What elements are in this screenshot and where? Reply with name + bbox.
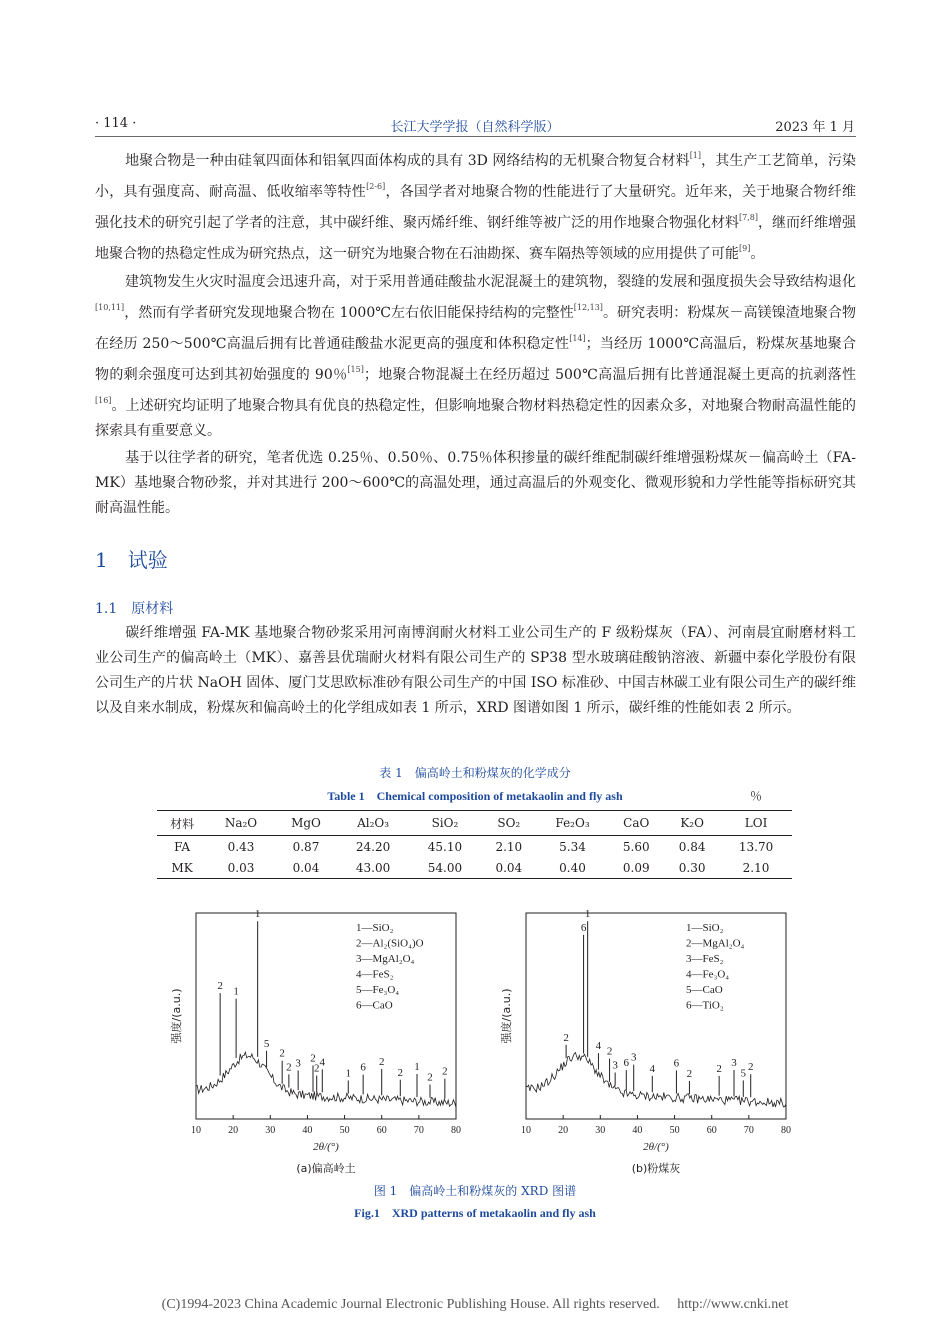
- table-cell: 24.20: [355, 839, 391, 854]
- table-cell: 0.43: [227, 839, 255, 854]
- x-tick-label: 10: [191, 1125, 201, 1136]
- table-header-cell: SiO₂: [431, 816, 459, 830]
- table-header-cell: MgO: [291, 816, 321, 830]
- peak-label: 6: [623, 1057, 630, 1070]
- xrd-chart-metakaolin: [160, 905, 470, 1175]
- x-tick-label: 70: [743, 1125, 754, 1136]
- plot-frame: [526, 913, 786, 1119]
- peak-label: 4: [595, 1040, 602, 1053]
- peak-label: 3: [612, 1059, 618, 1072]
- table-cell: FA: [174, 839, 191, 854]
- table-cell: 0.87: [292, 839, 320, 854]
- table-cell: 43.00: [355, 860, 391, 875]
- peak-label: 3: [731, 1057, 737, 1070]
- peak-label: 2: [313, 1062, 320, 1075]
- page-number: · 114 ·: [95, 116, 137, 131]
- peak-label: 2: [686, 1068, 693, 1081]
- paragraph-1: 地聚合物是一种由硅氧四面体和铝氧四面体构成的具有 3D 网络结构的无机聚合物复合材料[1]，其生产工艺简单，污染小，具有强度高、耐高温、低收缩率等特性[2-6]，各国学者对地聚合物的性能进行了大量研究。近年来，关于地聚合物纤维强化技术的研究引起了学者的注意，其中碳纤维、聚丙烯纤维、钢纤维等被广泛的用作地聚合物强化材料[7,8]，继而纤维增强地聚合物的热稳定性成为研究热点，这一研究为地聚合物在石油勘探、赛车隔热等领域的应用提供了可能[9]。: [95, 151, 857, 262]
- table-cell: 5.34: [559, 839, 586, 854]
- x-tick-label: 20: [558, 1125, 569, 1136]
- x-tick-label: 50: [669, 1125, 680, 1136]
- peak-label: 2: [310, 1052, 316, 1065]
- table-cell: 5.60: [622, 839, 650, 854]
- paragraph-2: 建筑物发生火灾时温度会迅速升高，对于采用普通硅酸盐水泥混凝土的建筑物，裂缝的发展和强度损失会导致结构退化[10,11]，然而有学者研究发现地聚合物在 1000℃左右依旧能保持结构的完整性[12,13]。研究表明：粉煤灰－高镁镍渣地聚合物在经历 250～500℃高温后拥有比普通硅酸盐水泥更高的强度和体积稳定性[14]；当经历 1000℃高温后，粉煤灰基地聚合物的剩余强度可达到其初始强度的 90％[15]；地聚合物混凝土在经历超过 500℃高温后拥有比普通混凝土更高的抗剥落性[16]。上述研究均证明了地聚合物具有优良的热稳定性，但影响地聚合物材料热稳定性的因素众多，对地聚合物耐高温性能的探索具有重要意义。: [95, 274, 856, 439]
- legend-entry: 1—SiO₂: [356, 922, 394, 934]
- x-tick-label: 60: [706, 1125, 717, 1136]
- table-cell: 0.04: [292, 860, 320, 875]
- peak-label: 2: [286, 1061, 292, 1074]
- copyright-footer: (C)1994-2023 China Academic Journal Electronic Publishing House. All rights reserved. http://www.cnki.net: [161, 1297, 789, 1312]
- legend-entry: 4—FeS₂: [356, 968, 394, 981]
- table-header-row: [157, 811, 792, 836]
- x-axis-label: 2θ/(°): [643, 1141, 669, 1153]
- table-caption-cn: 表 1 偏高岭土和粉煤灰的化学成分: [379, 766, 571, 780]
- table-cell: 13.70: [738, 839, 774, 854]
- table-header-cell: K₂O: [680, 816, 704, 830]
- peak-label: 1: [345, 1067, 352, 1080]
- paragraph-3: 基于以往学者的研究，笔者优选 0.25％、0.50％、0.75％体积掺量的碳纤维配制碳纤维增强粉煤灰－偏高岭土（FA-MK）基地聚合物砂浆，并对其进行 200～600℃的高温处理，通过高温后的外观变化、微观形貌和力学性能等指标研究其耐高温性能。: [95, 450, 856, 516]
- peak-label: 4: [319, 1056, 326, 1069]
- peak-label: 2: [378, 1055, 385, 1068]
- peak-label: 2: [279, 1047, 285, 1060]
- peak-label: 5: [740, 1067, 747, 1080]
- table-cell: 45.10: [427, 839, 463, 854]
- peak-label: 1: [254, 908, 261, 921]
- table-header-cell: CaO: [623, 816, 650, 830]
- peak-label: 2: [442, 1065, 448, 1078]
- peak-label: 2: [606, 1045, 613, 1058]
- x-axis-label: 2θ/(°): [313, 1141, 339, 1153]
- table-cell: 0.84: [678, 839, 706, 854]
- peak-label: 6: [580, 921, 587, 934]
- table-cell: 0.04: [495, 860, 523, 875]
- x-tick-label: 70: [413, 1125, 424, 1136]
- legend-entry: 3—MgAl₂O₄: [356, 953, 415, 965]
- table-cell: 0.30: [678, 860, 706, 875]
- peak-label: 3: [630, 1051, 637, 1064]
- x-tick-label: 50: [339, 1125, 350, 1136]
- x-tick-label: 60: [376, 1125, 387, 1136]
- peak-label: 2: [716, 1062, 722, 1075]
- x-tick-label: 10: [521, 1125, 531, 1136]
- peak-label: 6: [673, 1057, 680, 1070]
- table-header-cell: Al₂O₃: [357, 816, 390, 830]
- legend-entry: 1—SiO₂: [686, 922, 724, 934]
- legend-entry: 4—Fe₃O₄: [686, 968, 730, 981]
- table-unit: ％: [750, 789, 763, 803]
- table-cell: 0.09: [622, 860, 650, 875]
- chemical-composition-table: [157, 810, 792, 879]
- peak-label: 2: [397, 1066, 404, 1079]
- table-caption-en: Table 1 Chemical composition of metakaolin and fly ash: [327, 789, 623, 803]
- peak-label: 2: [217, 980, 223, 993]
- x-tick-label: 40: [302, 1125, 313, 1136]
- legend-entry: 2—Al₂(SiO₄)O: [356, 937, 424, 950]
- legend-entry: 5—Fe₃O₄: [356, 984, 400, 996]
- figure-caption-cn: 图 1 偏高岭土和粉煤灰的 XRD 图谱: [373, 1184, 577, 1198]
- table-header-cell: LOI: [744, 816, 768, 830]
- y-axis-label: 强度/(a.u.): [500, 988, 513, 1044]
- peak-label: 4: [649, 1062, 656, 1075]
- subfigure-label: (b)粉煤灰: [631, 1162, 681, 1175]
- legend-entry: 5—CaO: [686, 984, 723, 996]
- peak-label: 6: [360, 1061, 366, 1074]
- x-tick-label: 30: [595, 1125, 606, 1136]
- table-header-cell: Fe₂O₃: [555, 816, 590, 830]
- subfigure-label: (a)偏高岭土: [296, 1162, 356, 1175]
- legend-entry: 2—MgAl₂O₄: [686, 937, 745, 950]
- table-header-cell: Na₂O: [224, 816, 258, 830]
- peak-label: 1: [233, 985, 239, 998]
- peak-label: 2: [427, 1071, 433, 1084]
- x-tick-label: 80: [451, 1125, 461, 1136]
- x-tick-label: 20: [228, 1125, 239, 1136]
- y-axis-label: 强度/(a.u.): [170, 988, 183, 1044]
- table-cell: 0.03: [227, 860, 255, 875]
- legend-entry: 6—TiO₂: [686, 999, 724, 1012]
- peak-label: 3: [295, 1057, 301, 1070]
- peak-label: 5: [263, 1037, 270, 1050]
- table-header-cell: 材料: [170, 816, 195, 831]
- x-tick-label: 30: [265, 1125, 276, 1136]
- table-cell: MK: [171, 860, 193, 875]
- table-cell: 2.10: [742, 860, 770, 875]
- table-row: [157, 857, 792, 879]
- issue-date: 2023 年 1 月: [775, 120, 855, 135]
- peak-label: 2: [747, 1061, 754, 1074]
- peak-label: 1: [584, 908, 591, 921]
- table-header-cell: SO₂: [497, 816, 521, 830]
- legend-entry: 3—FeS₂: [686, 953, 724, 965]
- figure-caption-en: Fig.1 XRD patterns of metakaolin and fly ash: [354, 1206, 596, 1220]
- section-heading: 1 试验: [95, 548, 168, 572]
- table-cell: 0.40: [559, 860, 586, 875]
- header-rule: [95, 136, 856, 137]
- paragraph-4: 碳纤维增强 FA-MK 基地聚合物砂浆采用河南博润耐火材料工业公司生产的 F 级粉煤灰（FA）、河南晨宜耐磨材料工业公司生产的偏高岭土（MK）、嘉善县优瑞耐火材料有限公司生产的 SP38 型水玻璃硅酸钠溶液、新疆中泰化学股份有限公司生产的片状 NaOH 固体、厦门艾思欧标准砂有限公司生产的中国 ISO 标准砂、中国吉林碳工业有限公司生产的碳纤维以及自来水制成，粉煤灰和偏高岭土的化学组成如表 1 所示，XRD 图谱如图 1 所示，碳纤维的性能如表 2 所示。: [95, 625, 856, 716]
- legend-entry: 6—CaO: [356, 999, 393, 1012]
- peak-label: 1: [414, 1060, 420, 1073]
- table-cell: 54.00: [427, 860, 463, 875]
- xrd-chart-fly-ash: [490, 905, 800, 1175]
- subsection-heading: 1.1 原材料: [95, 601, 174, 617]
- x-tick-label: 80: [781, 1125, 791, 1136]
- peak-label: 2: [563, 1031, 569, 1044]
- journal-title: 长江大学学报（自然科学版）: [390, 120, 560, 135]
- table-cell: 2.10: [495, 839, 523, 854]
- x-tick-label: 40: [632, 1125, 643, 1136]
- table-row: [157, 836, 792, 858]
